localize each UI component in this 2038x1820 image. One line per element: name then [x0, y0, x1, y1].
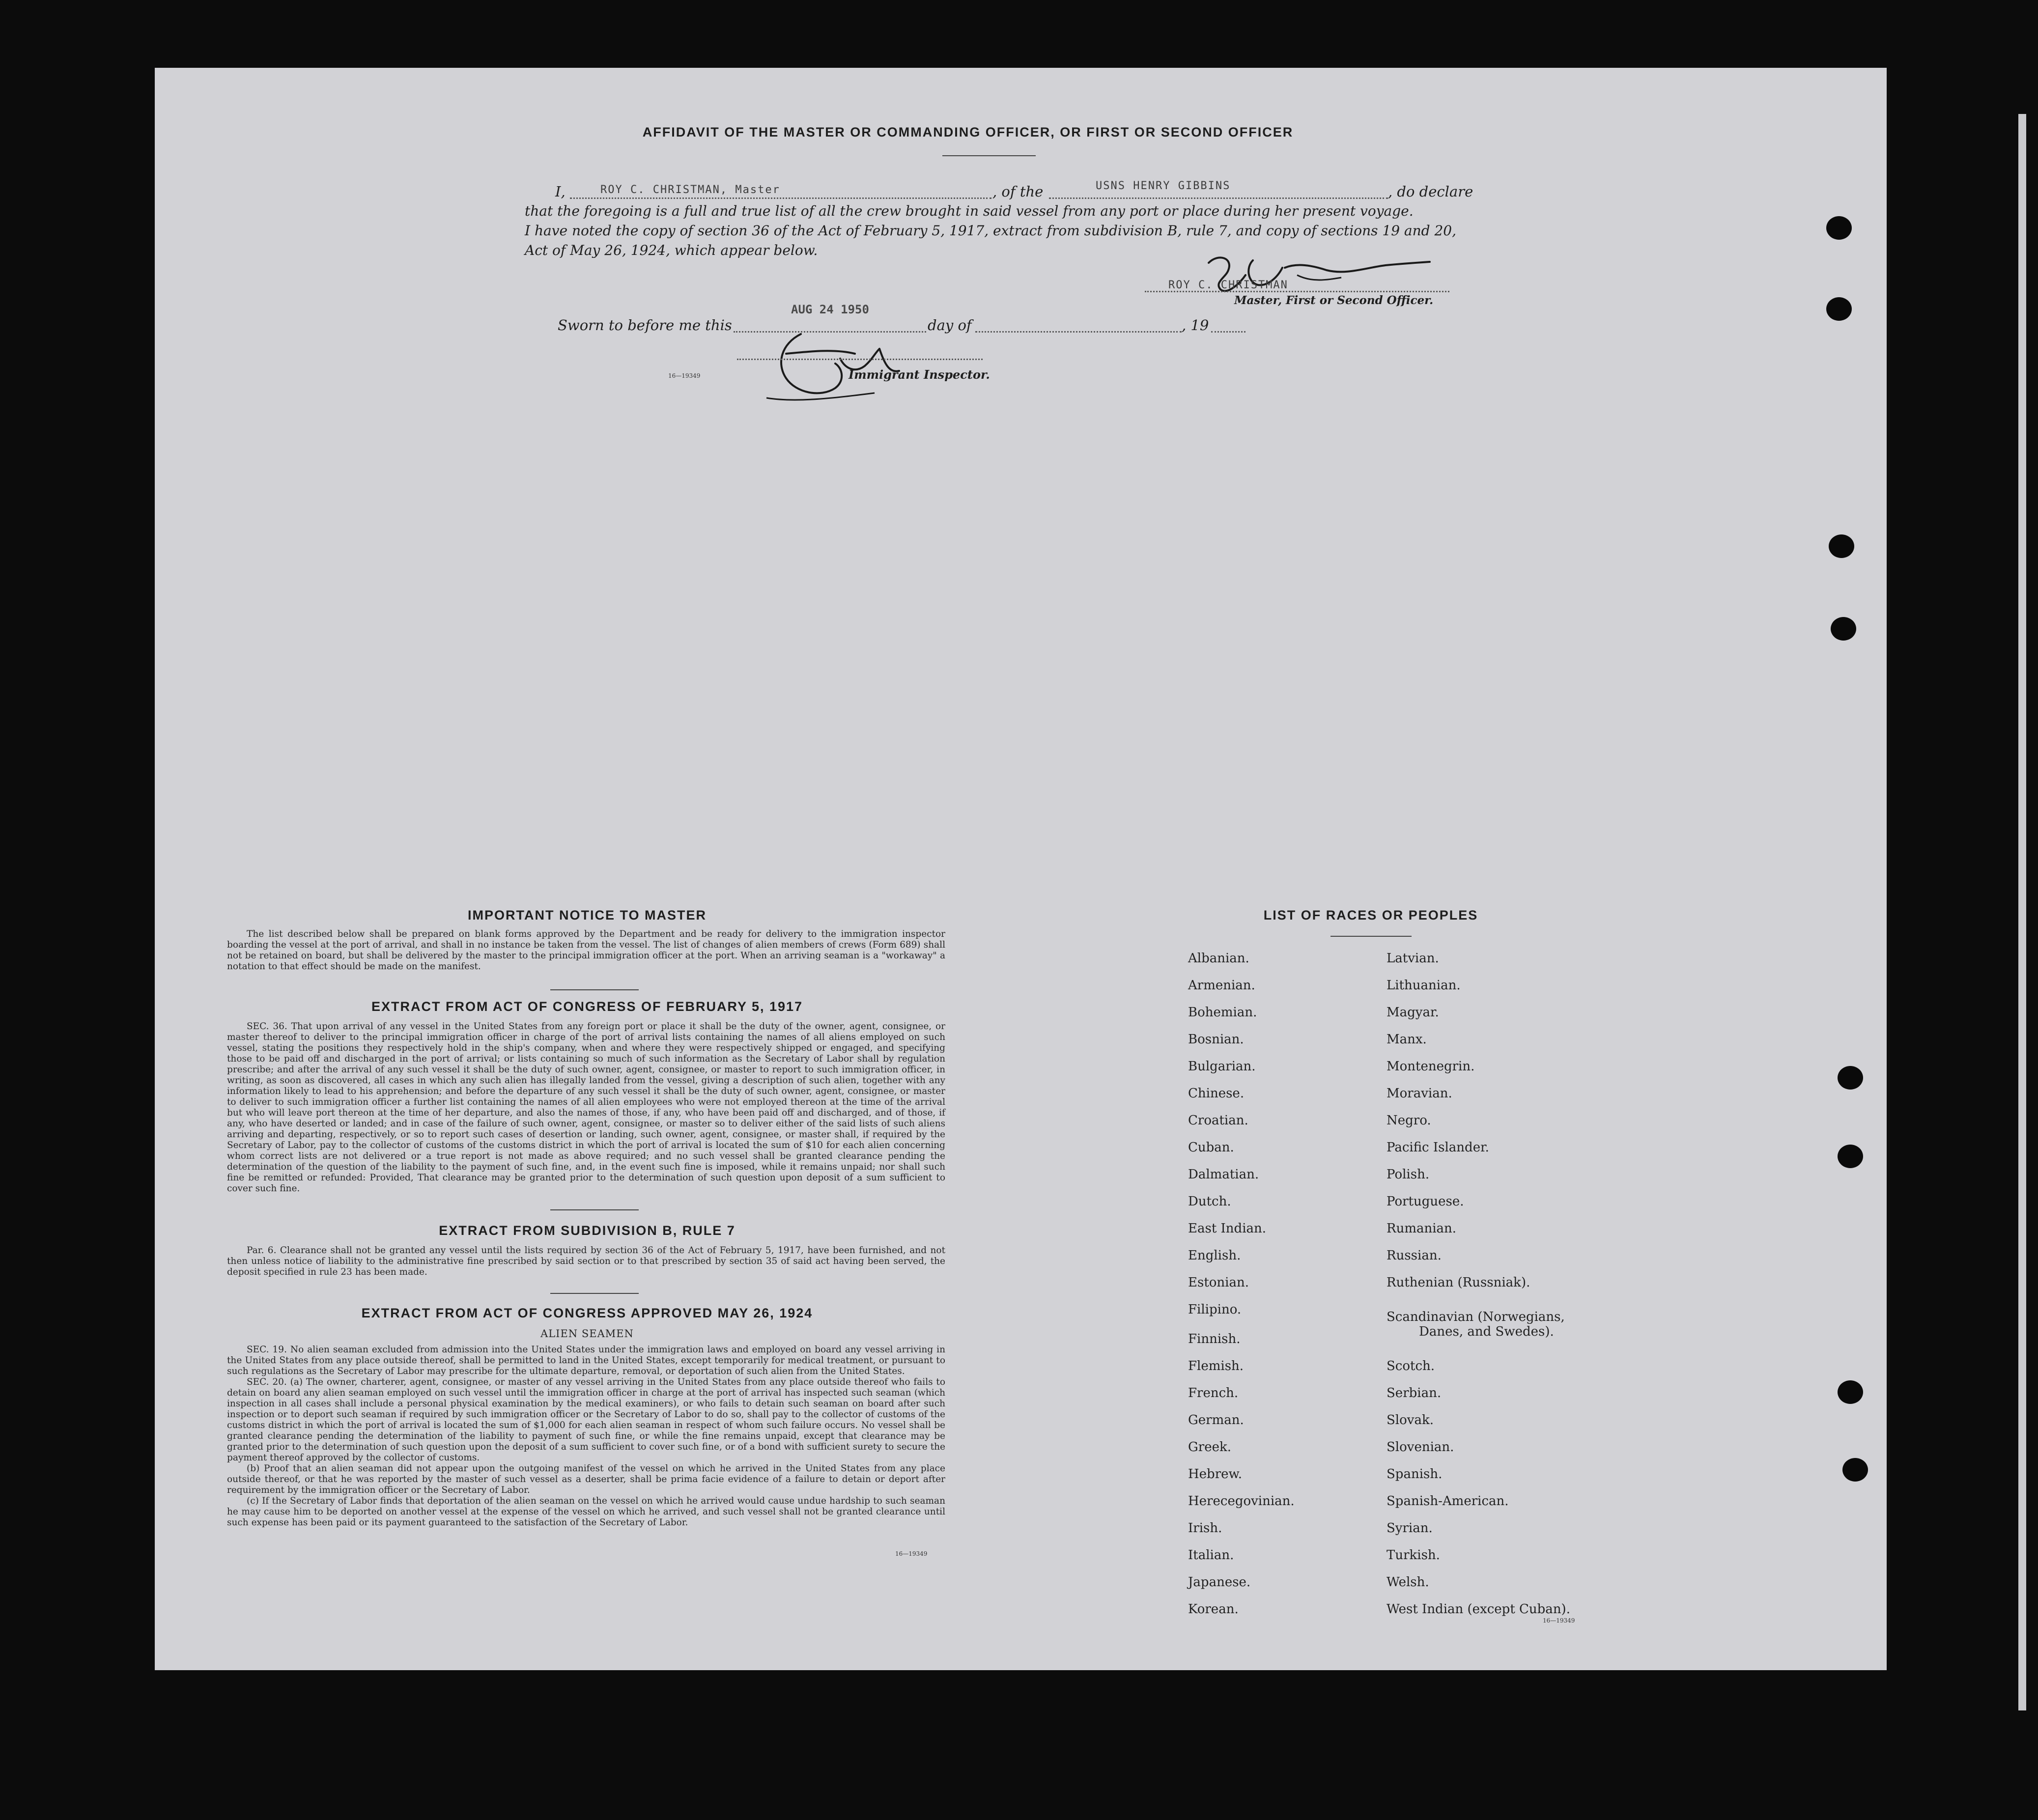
race-right: Turkish.	[1387, 1548, 1440, 1563]
races-title: LIST OF RACES OR PEOPLES	[1263, 908, 1478, 923]
inspector-caption: Immigrant Inspector.	[849, 367, 990, 382]
binder-hole	[1826, 297, 1852, 321]
race-left: Dalmatian.	[1188, 1167, 1259, 1182]
race-right: Pacific Islander.	[1387, 1140, 1489, 1155]
notice-title: IMPORTANT NOTICE TO MASTER	[468, 908, 707, 923]
sworn-label: Sworn to before me this	[558, 317, 732, 334]
extract-1917-divider	[550, 1209, 639, 1210]
race-left: English.	[1188, 1248, 1241, 1263]
signer-caption: Master, First or Second Officer.	[1234, 294, 1434, 307]
binder-hole	[1838, 1380, 1863, 1404]
binder-hole	[1838, 1145, 1863, 1168]
race-left: Bosnian.	[1188, 1032, 1244, 1047]
race-right: Welsh.	[1387, 1575, 1429, 1590]
inspector-signature	[737, 324, 943, 408]
day-of-label: day of	[928, 317, 972, 334]
race-left: Italian.	[1188, 1548, 1234, 1563]
affidavit-line-4: Act of May 26, 1924, which appear below.	[525, 242, 818, 258]
date-stamp: AUG 24 1950	[791, 303, 869, 316]
extract-1917-title: EXTRACT FROM ACT OF CONGRESS OF FEBRUARY 5, 1917	[371, 999, 803, 1014]
binder-hole	[1826, 216, 1852, 240]
signer-typed-name: ROY C. CHRISTMAN	[1168, 279, 1288, 291]
race-right: Spanish-American.	[1387, 1494, 1509, 1509]
race-left: Filipino.	[1188, 1302, 1242, 1317]
race-right: Scandinavian (Norwegians,	[1387, 1310, 1565, 1324]
extract-rule7-text: Par. 6. Clearance shall not be granted any vessel until the lists required by section 36 of the Act of February 5, 1917, have been furnished, and not then unless notice of liability to the administrative fine prescribed by said section or to that prescribed by section 35 of said act having been served, the deposit specified in rule 23 has been made.	[227, 1245, 945, 1277]
vessel-name-value: USNS HENRY GIBBINS	[1096, 180, 1231, 192]
race-right: Serbian.	[1387, 1386, 1442, 1400]
race-left: Bohemian.	[1188, 1005, 1257, 1020]
race-left: Chinese.	[1188, 1086, 1245, 1101]
race-right: Polish.	[1387, 1167, 1430, 1182]
binder-hole	[1838, 1066, 1863, 1090]
race-left: Dutch.	[1188, 1194, 1231, 1209]
race-left: Bulgarian.	[1188, 1059, 1256, 1074]
extract-1917-text: SEC. 36. That upon arrival of any vessel in the United States from any foreign port or place it shall be the duty of the owner, agent, consignee, or master thereof to deliver to the principal immigration officer in charge of the port of arrival lists containing the names of all aliens employed on such vessel, stating the positions they respectively hold in the ship's company, when and where they were respectively shipped or engaged, and specifying those to be paid off and discharged in the port of arrival; or lists containing so much of such information as the Secretary of Labor shall by regulation prescribe; and after the arrival of any such vessel it shall be the duty of such owner, agent, consignee, or master to report to such immigration officer, in writing, as soon as discovered, all cases in which any such alien has illegally landed from the vessel, giving a description of such alien, together with any information likely to lead to his apprehension; and before the departure of any such vessel it shall be the duty of such owner, agent, consignee, or master to deliver to such immigration officer a further list containing the names of all alien employees who were not employed thereon at the time of the arrival but who will leave port thereon at the time of her departure, and also the names of those, if any, who have been paid off and discharged, and of those, if any, who have deserted or landed; and in case of the failure of such owner, agent, consignee, or master so to deliver either of the said lists of such aliens arriving and departing, respectively, or so to report such cases of desertion or landing, such owner, agent, consignee, or master shall, if required by the Secretary of Labor, pay to the collector of customs of the customs district in which the port of arrival is located the sum of $10 for each alien concerning whom correct lists are not delivered or a true report is not made as above required; and no such vessel shall be granted clearance pending the determination of the question of the liability to the payment of such fine, and, in the event such fine is imposed, while it remains unpaid; nor shall such fine be remitted or refunded: Provided, That clearance may be granted prior to the determination of such question upon deposit of a sum sufficient to cover such fine.	[227, 1021, 945, 1194]
race-right: Russian.	[1387, 1248, 1442, 1263]
race-left: Korean.	[1188, 1602, 1239, 1617]
title-divider	[942, 155, 1036, 156]
races-form-number: 16—19349	[1543, 1617, 1575, 1624]
race-left: Flemish.	[1188, 1359, 1244, 1373]
race-left: Herecegovinian.	[1188, 1494, 1295, 1509]
of-the-label: , of the	[992, 183, 1044, 200]
race-left: Cuban.	[1188, 1140, 1234, 1155]
extract-rule7-title: EXTRACT FROM SUBDIVISION B, RULE 7	[439, 1223, 736, 1238]
race-left: East Indian.	[1188, 1221, 1267, 1236]
race-left: Irish.	[1188, 1521, 1222, 1536]
race-right: Slovak.	[1387, 1413, 1434, 1428]
race-right: Lithuanian.	[1387, 978, 1461, 993]
race-left: Hebrew.	[1188, 1467, 1242, 1482]
notice-divider	[550, 989, 639, 990]
affidavit-form-number: 16—19349	[668, 372, 701, 379]
race-right: Ruthenian (Russniak).	[1387, 1275, 1530, 1290]
sec-20a: SEC. 20. (a) The owner, charterer, agent, consignee, or master of any vessel arriving in the United States from any place outside thereof who fails to detain on board any alien seaman employed on such vessel until the immigration officer in charge at the port of arrival has inspected such seaman (which inspection in all cases shall include a personal physical examination by the medical examiners), or who fails to detain such seaman on board after such inspection or to deport such seaman if required by such immigration officer or the Secretary of Labor to do so, shall pay to the collector of customs of the customs district in which the port of arrival is located the sum of $1,000 for each alien seaman in respect of whom such failure occurs. No vessel shall be granted clearance pending the determination of the liability to payment of such fine, or while the fine remains unpaid, except that clearance may be granted prior to the determination of such question upon the deposit of a sum sufficient to cover such fine, or of a bond with sufficient surety to secure the payment thereof approved by the collector of customs.	[227, 1377, 945, 1463]
binder-hole	[1829, 534, 1854, 558]
race-left: German.	[1188, 1413, 1244, 1428]
race-right: Syrian.	[1387, 1521, 1433, 1536]
vessel-field-line	[1049, 197, 1388, 199]
affidavit-title: AFFIDAVIT OF THE MASTER OR COMMANDING OFFICER, OR FIRST OR SECOND OFFICER	[642, 125, 1294, 140]
do-declare-label: , do declare	[1388, 183, 1473, 200]
race-right: Montenegrin.	[1387, 1059, 1475, 1074]
race-right: Scotch.	[1387, 1359, 1435, 1373]
affidavit-line-3: I have noted the copy of section 36 of the Act of February 5, 1917, extract from subdivision B, rule 7, and copy of sections 19 and 20,	[525, 223, 1457, 239]
race-right: West Indian (except Cuban).	[1387, 1602, 1570, 1617]
race-right: Rumanian.	[1387, 1221, 1457, 1236]
binder-hole	[1831, 617, 1856, 641]
adjacent-page-edge	[2018, 114, 2026, 1710]
race-left: French.	[1188, 1386, 1239, 1400]
race-left: Finnish.	[1188, 1332, 1241, 1346]
race-right-continuation: Danes, and Swedes).	[1419, 1324, 1554, 1339]
race-right: Spanish.	[1387, 1467, 1443, 1482]
sec-20b: (b) Proof that an alien seaman did not appear upon the outgoing manifest of the vessel on which he arrived in the United States from any place outside thereof, or that he was reported by the master of such vessel as a deserter, shall be prima facie evidence of a failure to detain or deport after requirement by the immigration officer or the Secretary of Labor.	[227, 1463, 945, 1495]
extract-1924-title: EXTRACT FROM ACT OF CONGRESS APPROVED MAY 26, 1924	[361, 1306, 813, 1320]
race-left: Armenian.	[1188, 978, 1255, 993]
master-name-field-line	[570, 197, 991, 199]
race-left: Greek.	[1188, 1440, 1231, 1455]
extract-1924-text	[227, 1344, 945, 1528]
race-left: Japanese.	[1188, 1575, 1251, 1590]
races-divider	[1330, 936, 1412, 937]
affidavit-i-label: I,	[555, 183, 566, 200]
sworn-month-line	[975, 331, 1182, 333]
affidavit-line-2: that the foregoing is a full and true list of all the crew brought in said vessel from any port or place during her present voyage.	[525, 203, 1414, 219]
sworn-year-line	[1211, 331, 1245, 333]
binder-hole	[1842, 1458, 1868, 1482]
race-right: Latvian.	[1387, 951, 1439, 966]
race-right: Magyar.	[1387, 1005, 1439, 1020]
inspector-signature-line	[737, 359, 983, 360]
year-label: , 19	[1182, 317, 1209, 334]
notice-text: The list described below shall be prepared on blank forms approved by the Department and be ready for delivery to the immigration inspector boarding the vessel at the port of arrival, and shall in no instance be taken from the vessel. The list of changes of alien members of crews (Form 689) shall not be retained on board, but shall be delivered by the master to the principal immigration officer at the port. When an arriving seaman is a "workaway" a notation to that effect should be made on the manifest.	[227, 929, 945, 972]
sec-19: SEC. 19. No alien seaman excluded from admission into the United States under the immigration laws and employed on board any vessel arriving in the United States from any place outside thereof, shall be permitted to land in the United States, except temporarily for medical treatment, or pursuant to such regulations as the Secretary of Labor may prescribe for the ultimate departure, removal, or deportation of such alien from the United States.	[227, 1344, 945, 1376]
master-name-value: ROY C. CHRISTMAN, Master	[600, 184, 780, 196]
race-left: Albanian.	[1188, 951, 1249, 966]
race-left: Croatian.	[1188, 1113, 1248, 1128]
alien-seamen-subtitle: ALIEN SEAMEN	[540, 1328, 634, 1340]
race-left: Estonian.	[1188, 1275, 1249, 1290]
sec-20c: (c) If the Secretary of Labor finds that deportation of the alien seaman on the vessel on which he arrived would cause undue hardship to such seaman he may cause him to be deported on another vessel at the expense of the vessel on which he arrived, and such vessel shall not be granted clearance until such expense has been paid or its payment guaranteed to the satisfaction of the Secretary of Labor.	[227, 1496, 945, 1528]
race-right: Negro.	[1387, 1113, 1431, 1128]
race-right: Portuguese.	[1387, 1194, 1464, 1209]
race-right: Moravian.	[1387, 1086, 1452, 1101]
extract-form-number: 16—19349	[895, 1550, 928, 1557]
race-right: Slovenian.	[1387, 1440, 1454, 1455]
race-right: Manx.	[1387, 1032, 1427, 1047]
extract-rule7-divider	[550, 1293, 639, 1294]
